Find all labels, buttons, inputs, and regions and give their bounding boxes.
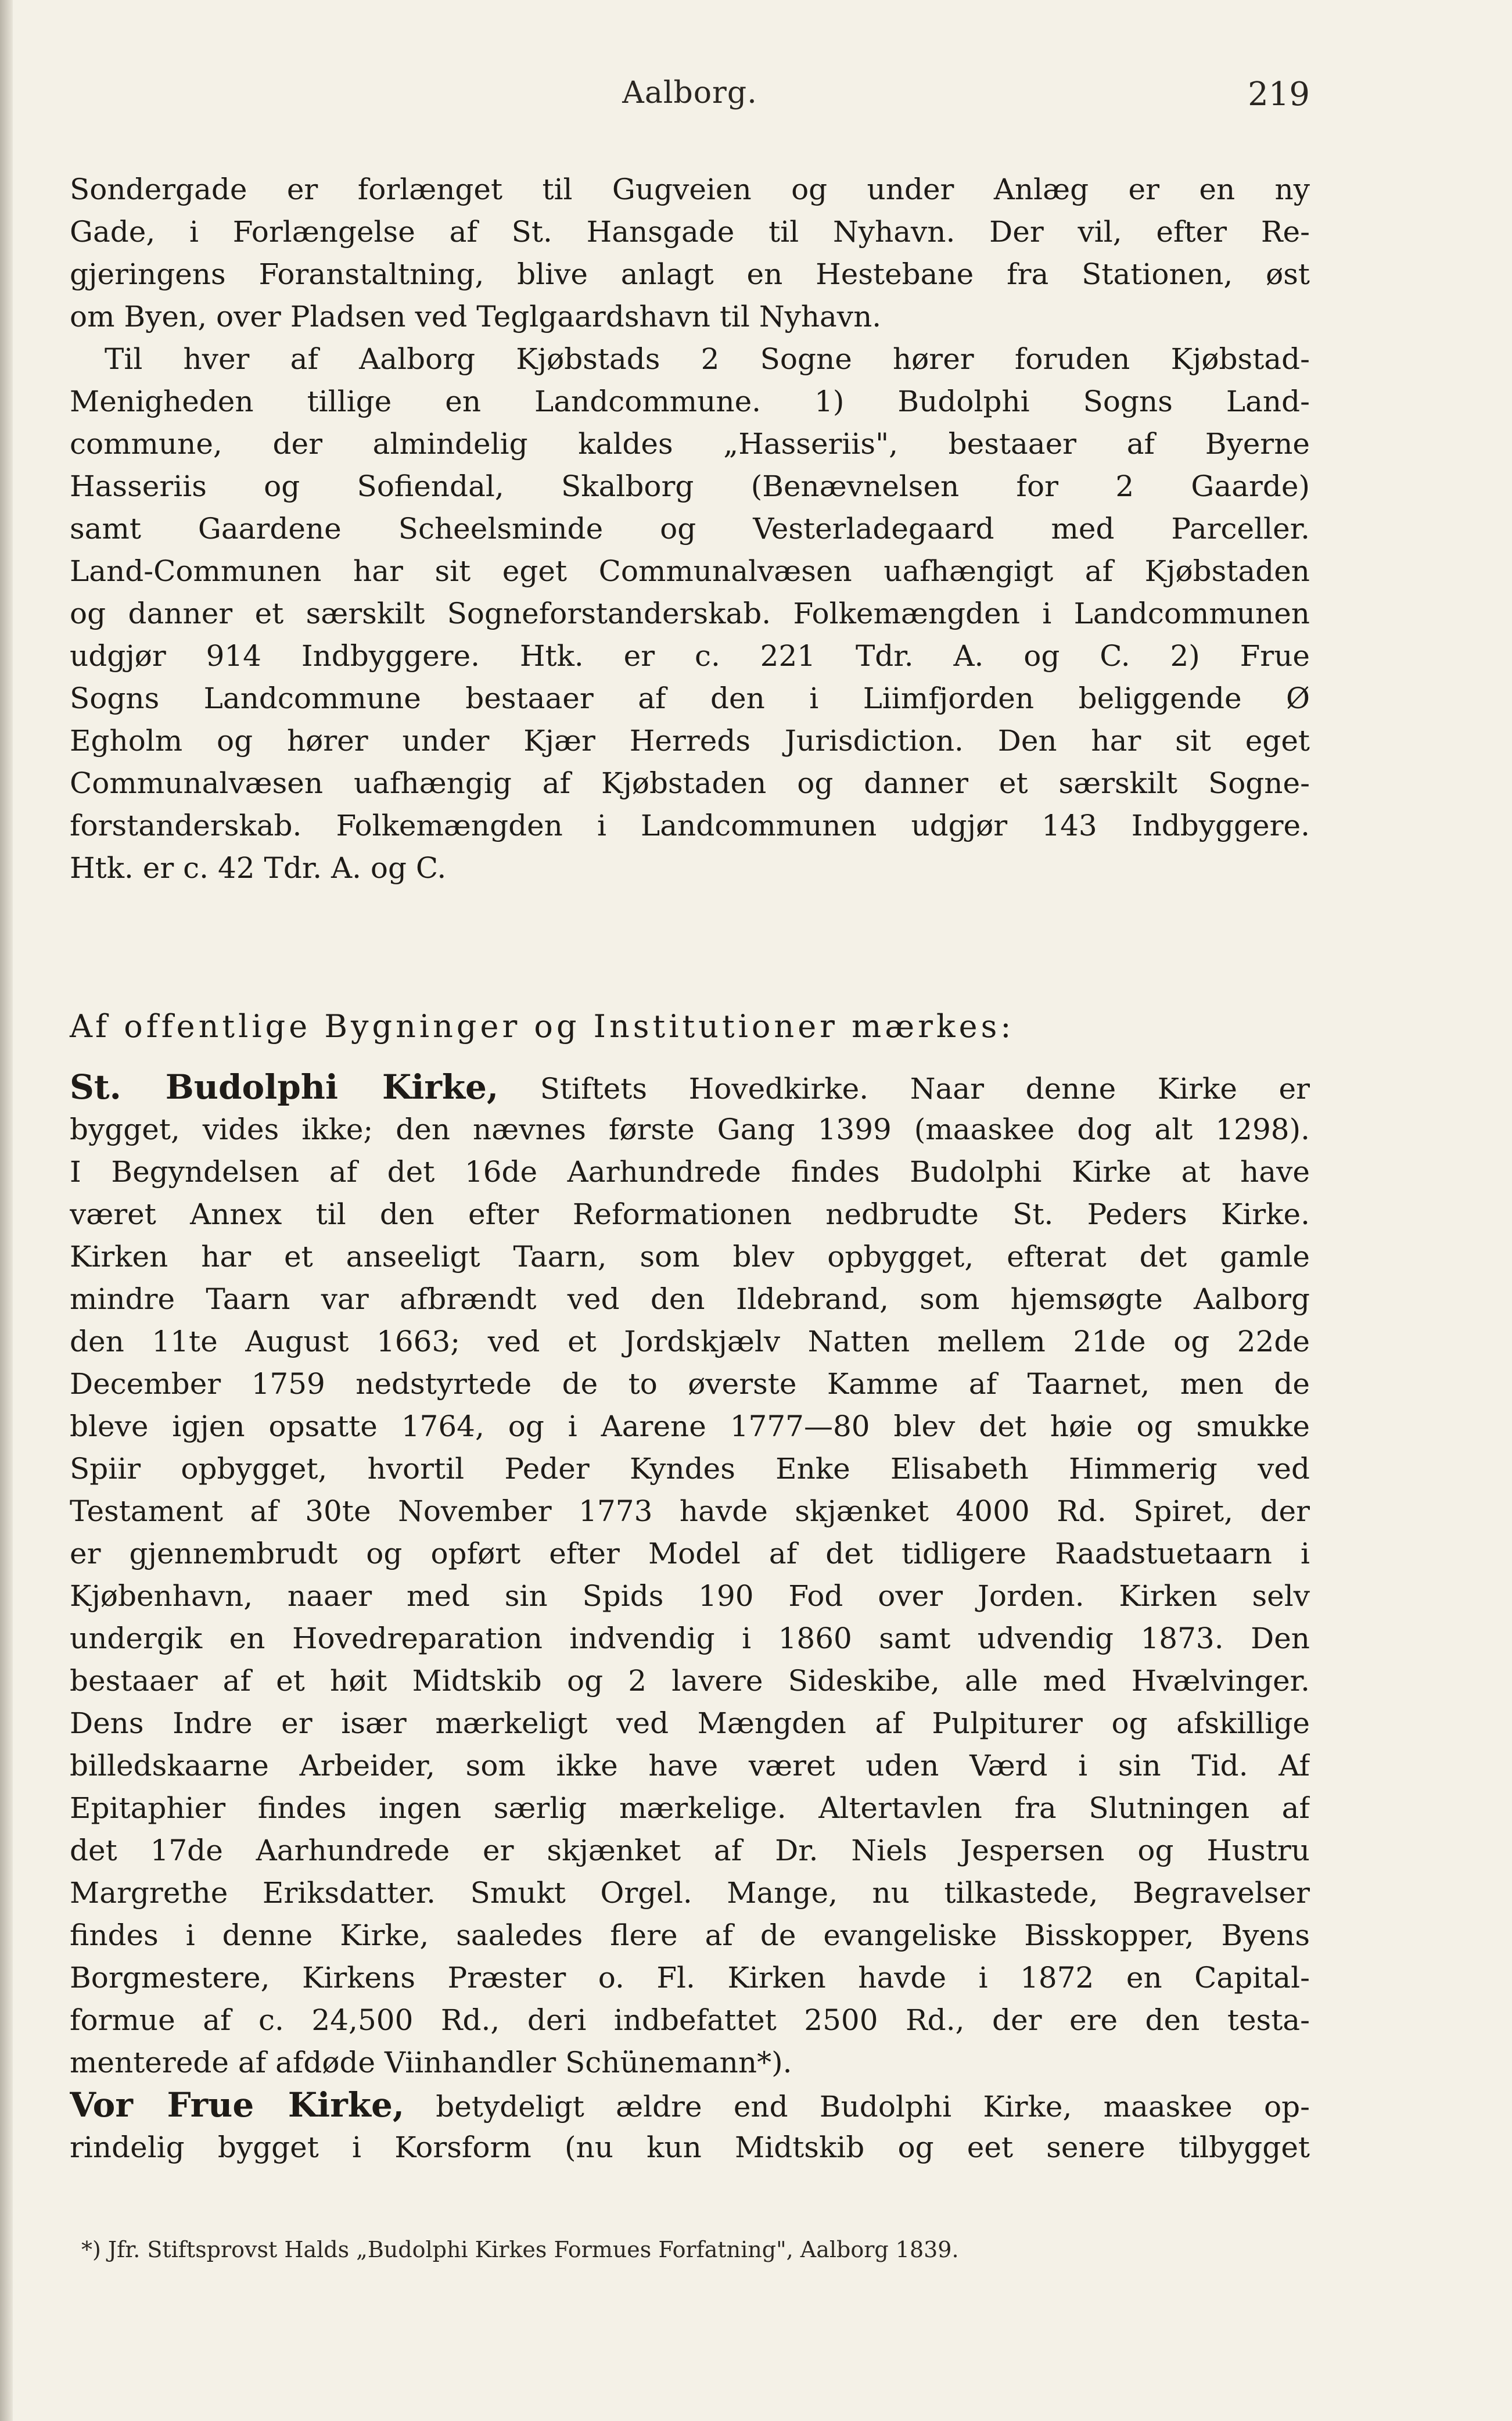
text-line: været Annex til den efter Reformationen nedbrudte St. Peders Kirke.: [70, 1197, 1310, 1231]
text-line: Kirken har et anseeligt Taarn, som blev opbygget, efterat det gamle: [70, 1240, 1310, 1274]
text-line: Til hver af Aalborg Kjøbstads 2 Sogne hører foruden Kjøbstad-: [105, 342, 1310, 376]
text-line: Epitaphier findes ingen særlig mærkelige. Altertavlen fra Slutningen af: [70, 1791, 1310, 1825]
text-line: Sondergade er forlænget til Gugveien og under Anlæg er en ny: [70, 173, 1310, 206]
section-heading: Af offentlige Bygninger og Institutioner mærkes:: [70, 1008, 1015, 1045]
text-line: bygget, vides ikke; den nævnes første Gang 1399 (maaskee dog alt 1298).: [70, 1113, 1310, 1146]
text-line: Kjøbenhavn, naaer med sin Spids 190 Fod over Jorden. Kirken selv: [70, 1579, 1310, 1613]
text-line: menterede af afdøde Viinhandler Schünemann*).: [70, 2046, 792, 2079]
text-line: mindre Taarn var afbrændt ved den Ildebrand, som hjemsøgte Aalborg: [70, 1282, 1310, 1316]
church-name-vor-frue: Vor Frue Kirke,: [70, 2085, 405, 2125]
page-binding-edge: [0, 0, 13, 2421]
text-fragment: betydeligt ældre end Budolphi Kirke, maaskee op-: [404, 2090, 1310, 2124]
text-line: Hasseriis og Sofiendal, Skalborg (Benævnelsen for 2 Gaarde): [70, 469, 1310, 503]
text-line: samt Gaardene Scheelsminde og Vesterladegaard med Parceller.: [70, 512, 1310, 546]
church-name-budolphi: St. Budolphi Kirke,: [70, 1067, 499, 1107]
text-line: formue af c. 24,500 Rd., deri indbefattet 2500 Rd., der ere den testa-: [70, 2003, 1310, 2037]
text-line: findes i denne Kirke, saaledes flere af de evangeliske Bisskopper, Byens: [70, 1918, 1310, 1952]
text-line: December 1759 nedstyrtede de to øverste Kamme af Taarnet, men de: [70, 1367, 1310, 1401]
text-line: Margrethe Eriksdatter. Smukt Orgel. Mange, nu tilkastede, Begravelser: [70, 1876, 1310, 1910]
text-line: gjeringens Foranstaltning, blive anlagt en Hestebane fra Stationen, øst: [70, 257, 1310, 291]
text-line-lead: [70, 2084, 1310, 2126]
text-line: forstanderskab. Folkemængden i Landcommunen udgjør 143 Indbyggere.: [70, 809, 1310, 842]
text-line: Gade, i Forlængelse af St. Hansgade til Nyhavn. Der vil, efter Re-: [70, 215, 1310, 249]
running-title: Aalborg.: [622, 76, 757, 110]
text-line: udgjør 914 Indbyggere. Htk. er c. 221 Tdr. A. og C. 2) Frue: [70, 639, 1310, 673]
page-header: [70, 76, 1310, 122]
text-line: bleve igjen opsatte 1764, og i Aarene 1777—80 blev det høie og smukke: [70, 1409, 1310, 1443]
paragraph-budolphi-church: [70, 1066, 1310, 2169]
text-line: Land-Communen har sit eget Communalvæsen uafhængigt af Kjøbstaden: [70, 554, 1310, 588]
text-line: Egholm og hører under Kjær Herreds Jurisdiction. Den har sit eget: [70, 724, 1310, 758]
text-line: er gjennembrudt og opført efter Model af det tidligere Raadstuetaarn i: [70, 1537, 1310, 1570]
page-number: 219: [1248, 76, 1310, 113]
paragraph-town-parishes: [70, 168, 1310, 890]
text-line: Spiir opbygget, hvortil Peder Kyndes Enke Elisabeth Himmerig ved: [70, 1452, 1310, 1486]
text-line: billedskaarne Arbeider, som ikke have været uden Værd i sin Tid. Af: [70, 1749, 1310, 1782]
text-line: bestaaer af et høit Midtskib og 2 lavere Sideskibe, alle med Hvælvinger.: [70, 1664, 1310, 1698]
text-line: commune, der almindelig kaldes „Hasseriis", bestaaer af Byerne: [70, 427, 1310, 461]
text-line: Communalvæsen uafhængig af Kjøbstaden og danner et særskilt Sogne-: [70, 766, 1310, 800]
text-line: rindelig bygget i Korsform (nu kun Midtskib og eet senere tilbygget: [70, 2131, 1310, 2164]
text-line: og danner et særskilt Sogneforstanderskab. Folkemængden i Landcommunen: [70, 597, 1310, 630]
footnote: *) Jfr. Stiftsprovst Halds „Budolphi Kirkes Formues Forfatning", Aalborg 1839.: [81, 2237, 959, 2262]
text-line: det 17de Aarhundrede er skjænket af Dr. Niels Jespersen og Hustru: [70, 1834, 1310, 1867]
text-line: Testament af 30te November 1773 havde skjænket 4000 Rd. Spiret, der: [70, 1494, 1310, 1528]
text-fragment: Stiftets Hovedkirke. Naar denne Kirke er: [498, 1072, 1310, 1106]
text-line: Dens Indre er især mærkeligt ved Mængden af Pulpiturer og afskillige: [70, 1706, 1310, 1740]
text-line-lead: [70, 1066, 1310, 1109]
text-line: Borgmestere, Kirkens Præster o. Fl. Kirken havde i 1872 en Capital-: [70, 1961, 1310, 1995]
text-line: den 11te August 1663; ved et Jordskjælv Natten mellem 21de og 22de: [70, 1325, 1310, 1358]
text-line: Sogns Landcommune bestaaer af den i Liimfjorden beliggende Ø: [70, 682, 1310, 715]
text-line: Menigheden tillige en Landcommune. 1) Budolphi Sogns Land-: [70, 385, 1310, 418]
text-line: undergik en Hovedreparation indvendig i 1860 samt udvendig 1873. Den: [70, 1622, 1310, 1655]
text-line: Htk. er c. 42 Tdr. A. og C.: [70, 851, 447, 885]
text-line: om Byen, over Pladsen ved Teglgaardshavn til Nyhavn.: [70, 300, 882, 333]
text-line: I Begyndelsen af det 16de Aarhundrede findes Budolphi Kirke at have: [70, 1155, 1310, 1189]
